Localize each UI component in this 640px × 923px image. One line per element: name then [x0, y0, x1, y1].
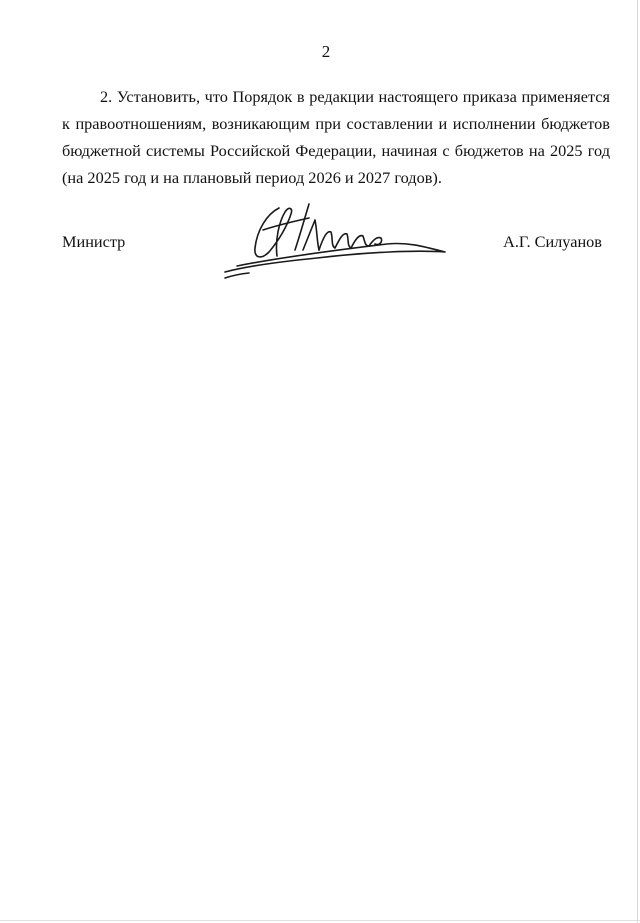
scan-edge-bottom: [0, 920, 640, 921]
scan-edge-right: [637, 0, 638, 923]
handwritten-signature: [217, 200, 457, 295]
page-number: 2: [321, 42, 331, 61]
signature-block: [62, 230, 602, 310]
signer-title: Министр: [62, 232, 126, 251]
signer-name: А.Г. Силуанов: [503, 232, 602, 251]
body-paragraph: 2. Установить, что Порядок в редакции настоящего приказа применяется к правоотношениям, возникающим при составлении и исполнении бюджетов бюджетной системы Российской Федерации, начиная с бюджетов на 2025 год (на 2025 год и на плановый период 2026 и 2027 годов).: [62, 87, 610, 187]
